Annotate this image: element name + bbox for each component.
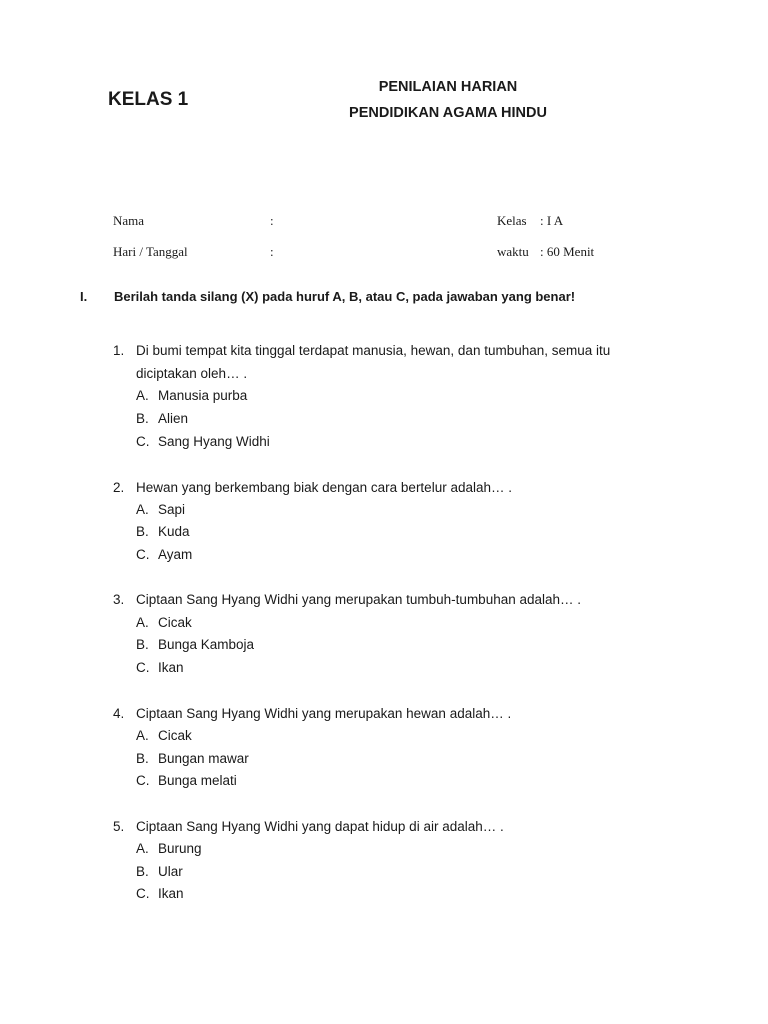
document-title: PENILAIAN HARIAN (378, 79, 518, 95)
instruction-text: Berilah tanda silang (X) pada huruf A, B, atau C, pada jawaban yang benar! (114, 289, 576, 304)
option-2c: C. Ayam (136, 547, 193, 562)
option-5a: A. Burung (136, 841, 202, 856)
question-text: Ciptaan Sang Hyang Widhi yang merupakan tumbuh-tumbuhan adalah… . (136, 592, 582, 607)
option-3c: C. Ikan (136, 660, 184, 675)
question-number: 2. (113, 480, 125, 495)
question-1 (113, 343, 610, 358)
question-number: 4. (113, 706, 125, 721)
nama-colon: : (270, 213, 274, 228)
class-label: KELAS 1 (108, 89, 189, 110)
option-3a: A. Cicak (136, 615, 192, 630)
option-3b: B. Bunga Kamboja (136, 637, 255, 652)
question-text: Hewan yang berkembang biak dengan cara bertelur adalah… . (136, 480, 512, 495)
section-number: I. (80, 289, 88, 304)
kelas-label: Kelas (497, 213, 527, 228)
hari-tanggal-colon: : (270, 244, 274, 259)
option-4a: A. Cicak (136, 728, 192, 743)
question-4 (113, 706, 511, 721)
document-subtitle: PENDIDIKAN AGAMA HINDU (349, 105, 547, 121)
option-4b: B. Bungan mawar (136, 751, 249, 766)
option-1b: B. Alien (136, 411, 189, 426)
question-3 (113, 592, 581, 607)
option-2b: B. Kuda (136, 524, 190, 539)
waktu-label: waktu (497, 244, 529, 259)
option-1a: A. Manusia purba (136, 388, 248, 403)
nama-label: Nama (113, 213, 145, 228)
option-1c: C. Sang Hyang Widhi (136, 434, 270, 449)
option-2a: A. Sapi (136, 502, 186, 517)
question-number: 5. (113, 819, 125, 834)
question-1-continuation: diciptakan oleh… . (136, 366, 248, 381)
option-5c: C. Ikan (136, 886, 184, 901)
hari-tanggal-label: Hari / Tanggal (113, 244, 188, 259)
question-5 (113, 819, 504, 834)
question-text: Ciptaan Sang Hyang Widhi yang dapat hidup di air adalah… . (136, 819, 504, 834)
question-number: 3. (113, 592, 125, 607)
question-text: Ciptaan Sang Hyang Widhi yang merupakan hewan adalah… . (136, 706, 512, 721)
section-instruction (80, 289, 575, 304)
option-5b: B. Ular (136, 864, 183, 879)
question-2 (113, 480, 512, 495)
kelas-value: : I A (540, 213, 564, 228)
question-number: 1. (113, 343, 125, 358)
option-4c: C. Bunga melati (136, 773, 237, 788)
waktu-value: : 60 Menit (540, 244, 595, 259)
question-text: Di bumi tempat kita tinggal terdapat manusia, hewan, dan tumbuhan, semua itu (136, 343, 611, 358)
